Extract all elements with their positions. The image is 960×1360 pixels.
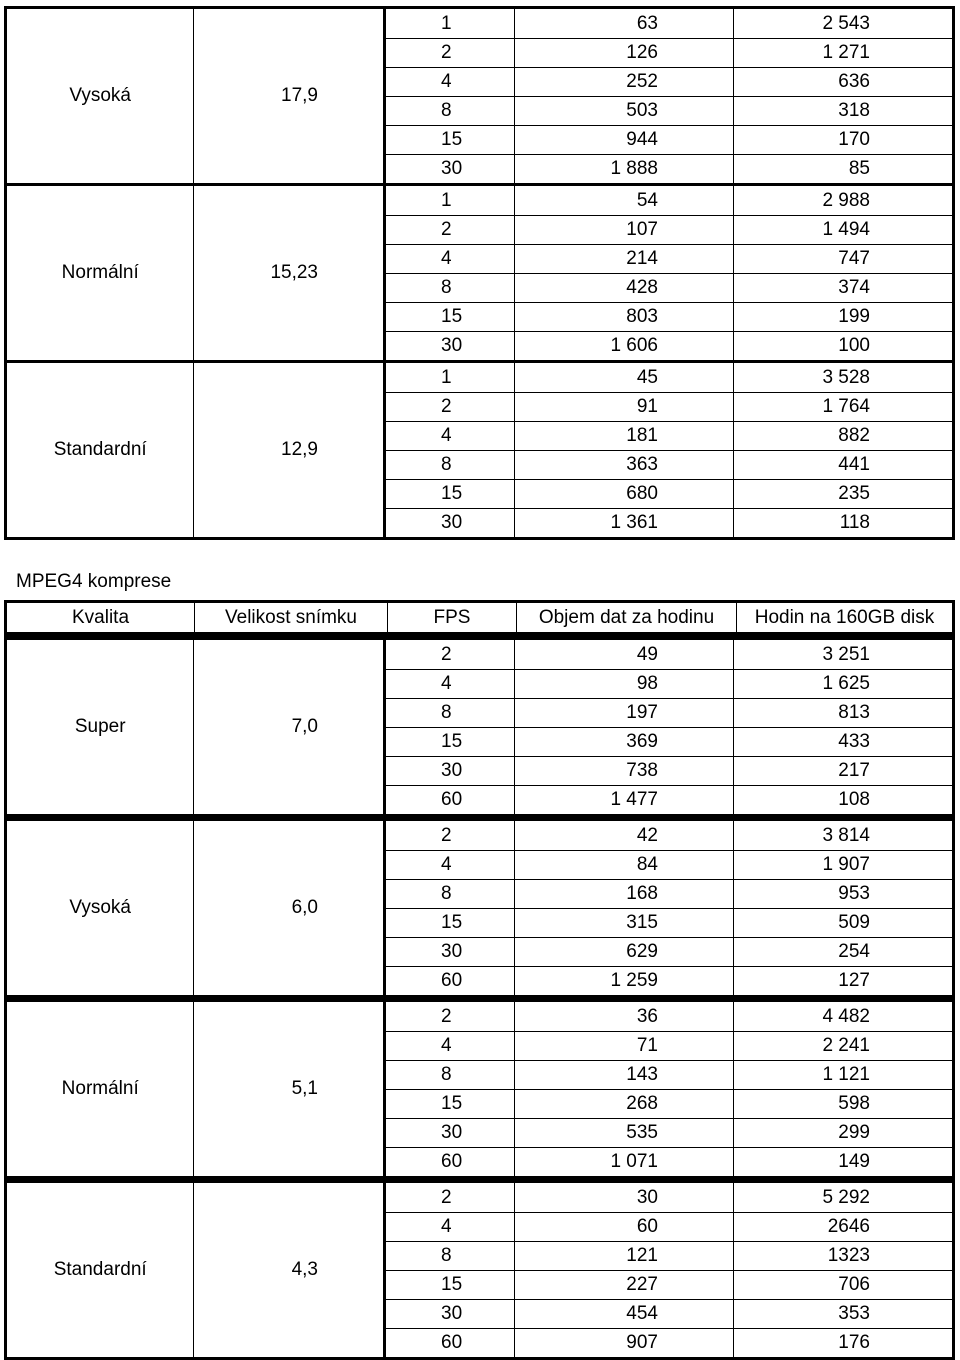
- data-volume-cell: 42: [514, 821, 733, 850]
- data-volume-cell: 629: [514, 938, 733, 966]
- hours-cell: 433: [733, 728, 952, 756]
- frame-size-cell: 15,23: [194, 186, 386, 360]
- data-volume-cell: 738: [514, 757, 733, 785]
- quality-group: [4, 186, 955, 363]
- table-row: [386, 273, 952, 302]
- data-volume-cell: 315: [514, 909, 733, 937]
- hours-cell: 1 764: [733, 393, 952, 421]
- hours-cell: 199: [733, 303, 952, 331]
- table-row: [386, 1241, 952, 1270]
- data-volume-cell: 503: [514, 97, 733, 125]
- table-row: [386, 1183, 952, 1212]
- fps-cell: 15: [441, 483, 463, 504]
- data-volume-cell: 944: [514, 126, 733, 154]
- hours-cell: 1 907: [733, 851, 952, 879]
- header-fps: FPS: [387, 603, 516, 632]
- table-row: [386, 879, 952, 908]
- data-volume-cell: 535: [514, 1119, 733, 1147]
- table-row: [386, 67, 952, 96]
- fps-cell: 4: [441, 673, 452, 694]
- table-row: [386, 640, 952, 669]
- data-volume-cell: 227: [514, 1271, 733, 1299]
- fps-cell: 8: [441, 277, 452, 298]
- fps-cell: 8: [441, 100, 452, 121]
- table-row: [386, 331, 952, 360]
- quality-group: [4, 1179, 955, 1360]
- data-volume-cell: 214: [514, 245, 733, 273]
- hours-cell: 2646: [733, 1213, 952, 1241]
- table-row: [386, 508, 952, 537]
- header-quality: Kvalita: [71, 606, 130, 628]
- quality-cell: Standardní: [7, 1183, 194, 1357]
- fps-cell: 8: [441, 702, 452, 723]
- hours-cell: 127: [733, 967, 952, 995]
- table-row: [386, 186, 952, 215]
- table-row: [386, 363, 952, 392]
- data-volume-cell: 803: [514, 303, 733, 331]
- table-row: [386, 302, 952, 331]
- table-row: [386, 1299, 952, 1328]
- data-volume-cell: 60: [514, 1213, 733, 1241]
- fps-cell: 2: [441, 396, 452, 417]
- hours-cell: 636: [733, 68, 952, 96]
- fps-cell: 2: [441, 1186, 452, 1208]
- fps-cell: 30: [441, 941, 463, 962]
- hours-cell: 170: [733, 126, 952, 154]
- data-volume-cell: 91: [514, 393, 733, 421]
- fps-cell: 60: [441, 789, 463, 810]
- data-volume-cell: 49: [514, 640, 733, 669]
- data-volume-cell: 369: [514, 728, 733, 756]
- table-row: [386, 9, 952, 38]
- table-row: [386, 850, 952, 879]
- quality-cell: Normální: [7, 1002, 194, 1176]
- data-volume-cell: 268: [514, 1090, 733, 1118]
- row-list: [386, 821, 952, 995]
- hours-cell: 108: [733, 786, 952, 814]
- fps-cell: 1: [441, 366, 452, 388]
- table-row: [386, 756, 952, 785]
- table-row: [386, 96, 952, 125]
- table-row: [386, 479, 952, 508]
- quality-group: [4, 817, 955, 998]
- hours-cell: 374: [733, 274, 952, 302]
- data-volume-cell: 45: [514, 363, 733, 392]
- table-row: [386, 244, 952, 273]
- fps-cell: 30: [441, 1122, 463, 1143]
- hours-cell: 3 814: [733, 821, 952, 850]
- table-row: [386, 1002, 952, 1031]
- data-volume-cell: 121: [514, 1242, 733, 1270]
- fps-cell: 15: [441, 731, 463, 752]
- data-volume-cell: 1 259: [514, 967, 733, 995]
- hours-cell: 1323: [733, 1242, 952, 1270]
- hours-cell: 706: [733, 1271, 952, 1299]
- fps-cell: 15: [441, 306, 463, 327]
- data-volume-cell: 107: [514, 216, 733, 244]
- quality-cell: Vysoká: [7, 9, 194, 183]
- fps-cell: 2: [441, 219, 452, 240]
- hours-cell: 118: [733, 509, 952, 537]
- fps-cell: 2: [441, 42, 452, 63]
- data-volume-cell: 1 888: [514, 155, 733, 183]
- table-mpeg4: [4, 600, 955, 1360]
- data-volume-cell: 907: [514, 1329, 733, 1357]
- fps-cell: 15: [441, 129, 463, 150]
- data-volume-cell: 1 606: [514, 332, 733, 360]
- data-volume-cell: 168: [514, 880, 733, 908]
- data-volume-cell: 252: [514, 68, 733, 96]
- table-row: [386, 908, 952, 937]
- table-row: [386, 392, 952, 421]
- hours-cell: 441: [733, 451, 952, 479]
- table-row: [386, 1089, 952, 1118]
- hours-cell: 353: [733, 1300, 952, 1328]
- data-volume-cell: 428: [514, 274, 733, 302]
- header-hours-on-disk: Hodin na 160GB disk: [736, 603, 952, 632]
- data-volume-cell: 181: [514, 422, 733, 450]
- hours-cell: 85: [733, 155, 952, 183]
- hours-cell: 813: [733, 699, 952, 727]
- quality-group: [4, 6, 955, 186]
- hours-cell: 747: [733, 245, 952, 273]
- fps-cell: 1: [441, 12, 452, 34]
- hours-cell: 217: [733, 757, 952, 785]
- quality-group: [4, 998, 955, 1179]
- table-header: [4, 600, 955, 636]
- fps-cell: 8: [441, 1245, 452, 1266]
- fps-cell: 8: [441, 1064, 452, 1085]
- quality-cell: Vysoká: [7, 821, 194, 995]
- hours-cell: 100: [733, 332, 952, 360]
- table-top: [4, 6, 955, 540]
- quality-group: [4, 636, 955, 817]
- table-row: [386, 937, 952, 966]
- fps-cell: 4: [441, 854, 452, 875]
- frame-size-cell: 6,0: [194, 821, 386, 995]
- header-data-volume: Objem dat za hodinu: [516, 603, 736, 632]
- hours-cell: 509: [733, 909, 952, 937]
- frame-size-cell: 17,9: [194, 9, 386, 183]
- fps-cell: 60: [441, 1332, 463, 1353]
- fps-cell: 60: [441, 970, 463, 991]
- frame-size-cell: 12,9: [194, 363, 386, 537]
- data-volume-cell: 363: [514, 451, 733, 479]
- table-row: [386, 698, 952, 727]
- fps-cell: 2: [441, 1005, 452, 1027]
- table-row: [386, 727, 952, 756]
- row-list: [386, 640, 952, 814]
- hours-cell: 5 292: [733, 1183, 952, 1212]
- fps-cell: 8: [441, 454, 452, 475]
- hours-cell: 1 271: [733, 39, 952, 67]
- row-list: [386, 186, 952, 360]
- fps-cell: 30: [441, 335, 463, 356]
- table-row: [386, 450, 952, 479]
- fps-cell: 2: [441, 824, 452, 846]
- data-volume-cell: 54: [514, 186, 733, 215]
- hours-cell: 254: [733, 938, 952, 966]
- table-row: [386, 1270, 952, 1299]
- row-list: [386, 363, 952, 537]
- table-row: [386, 821, 952, 850]
- hours-cell: 149: [733, 1148, 952, 1176]
- hours-cell: 1 121: [733, 1061, 952, 1089]
- hours-cell: 318: [733, 97, 952, 125]
- header-frame-size: Velikost snímku: [194, 603, 387, 632]
- frame-size-cell: 4,3: [194, 1183, 386, 1357]
- data-volume-cell: 143: [514, 1061, 733, 1089]
- hours-cell: 953: [733, 880, 952, 908]
- data-volume-cell: 30: [514, 1183, 733, 1212]
- data-volume-cell: 84: [514, 851, 733, 879]
- table-row: [386, 669, 952, 698]
- hours-cell: 598: [733, 1090, 952, 1118]
- row-list: [386, 1183, 952, 1357]
- data-volume-cell: 71: [514, 1032, 733, 1060]
- hours-cell: 2 988: [733, 186, 952, 215]
- fps-cell: 15: [441, 1274, 463, 1295]
- hours-cell: 882: [733, 422, 952, 450]
- data-volume-cell: 63: [514, 9, 733, 38]
- table-row: [386, 38, 952, 67]
- frame-size-cell: 7,0: [194, 640, 386, 814]
- data-volume-cell: 126: [514, 39, 733, 67]
- table-row: [386, 1147, 952, 1176]
- data-volume-cell: 1 477: [514, 786, 733, 814]
- table-row: [386, 785, 952, 814]
- fps-cell: 4: [441, 1216, 452, 1237]
- hours-cell: 176: [733, 1329, 952, 1357]
- data-volume-cell: 36: [514, 1002, 733, 1031]
- frame-size-cell: 5,1: [194, 1002, 386, 1176]
- hours-cell: 3 251: [733, 640, 952, 669]
- hours-cell: 4 482: [733, 1002, 952, 1031]
- fps-cell: 15: [441, 1093, 463, 1114]
- table-row: [386, 125, 952, 154]
- table-row: [386, 1060, 952, 1089]
- table-row: [386, 154, 952, 183]
- fps-cell: 30: [441, 1303, 463, 1324]
- fps-cell: 1: [441, 189, 452, 211]
- data-volume-cell: 1 071: [514, 1148, 733, 1176]
- hours-cell: 299: [733, 1119, 952, 1147]
- table-row: [386, 421, 952, 450]
- row-list: [386, 9, 952, 183]
- fps-cell: 30: [441, 760, 463, 781]
- fps-cell: 15: [441, 912, 463, 933]
- data-volume-cell: 197: [514, 699, 733, 727]
- fps-cell: 30: [441, 512, 463, 533]
- hours-cell: 2 241: [733, 1032, 952, 1060]
- quality-cell: Normální: [7, 186, 194, 360]
- fps-cell: 4: [441, 425, 452, 446]
- table-row: [386, 1031, 952, 1060]
- fps-cell: 4: [441, 248, 452, 269]
- quality-cell: Super: [7, 640, 194, 814]
- data-volume-cell: 98: [514, 670, 733, 698]
- table-row: [386, 1118, 952, 1147]
- fps-cell: 30: [441, 158, 463, 179]
- quality-cell: Standardní: [7, 363, 194, 537]
- fps-cell: 2: [441, 643, 452, 665]
- fps-cell: 60: [441, 1151, 463, 1172]
- data-volume-cell: 680: [514, 480, 733, 508]
- fps-cell: 4: [441, 71, 452, 92]
- quality-group: [4, 363, 955, 540]
- fps-cell: 8: [441, 883, 452, 904]
- hours-cell: 3 528: [733, 363, 952, 392]
- row-list: [386, 1002, 952, 1176]
- section-caption: MPEG4 komprese: [16, 571, 172, 592]
- fps-cell: 4: [441, 1035, 452, 1056]
- table-row: [386, 215, 952, 244]
- hours-cell: 2 543: [733, 9, 952, 38]
- table-row: [386, 966, 952, 995]
- hours-cell: 1 494: [733, 216, 952, 244]
- data-volume-cell: 1 361: [514, 509, 733, 537]
- hours-cell: 235: [733, 480, 952, 508]
- table-row: [386, 1212, 952, 1241]
- data-volume-cell: 454: [514, 1300, 733, 1328]
- hours-cell: 1 625: [733, 670, 952, 698]
